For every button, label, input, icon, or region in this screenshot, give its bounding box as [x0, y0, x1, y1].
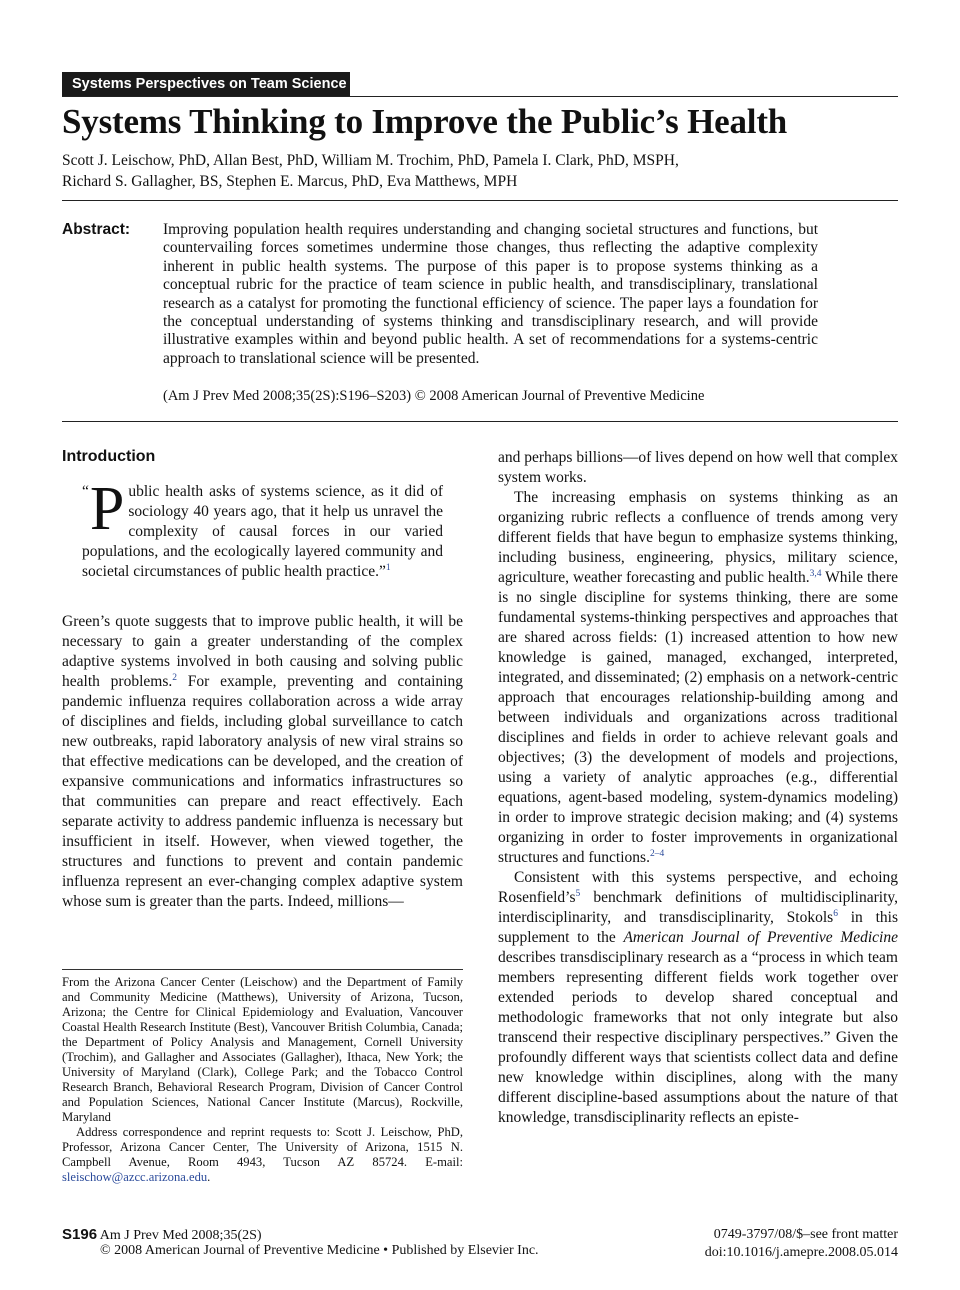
intro-paragraph: Green’s quote suggests that to improve public health, it will be necessary to gain a greater understanding of the complex adaptive systems involved in both causing and solving public health problems. [62, 613, 463, 690]
page-number: S196 [62, 1226, 98, 1243]
footer-issn: 0749-3797/08/$–see front matter [713, 1227, 898, 1242]
paragraph-systems: The increasing emphasis on systems thinking as an organizing rubric reflects a confluence of trends among very different fields that have begun to emphasize systems thinking, including business, engineering, physics, military science, agriculture, weather forecasting and public health. [498, 489, 898, 586]
footer-right [705, 1226, 898, 1262]
left-column [62, 612, 463, 912]
ref-link[interactable]: 3,4 [809, 568, 822, 579]
ref-link[interactable]: 6 [833, 908, 838, 919]
abstract-bottom-rule [62, 421, 898, 422]
authors-line-1: Scott J. Leischow, PhD, Allan Best, PhD, William M. Trochim, PhD, Pamela I. Clark, PhD, MSPH, [62, 152, 679, 169]
ref-link[interactable]: 5 [575, 888, 581, 899]
opening-quote [82, 475, 443, 582]
footnote-rule [62, 969, 463, 970]
section-heading-introduction: Introduction [62, 448, 156, 465]
abstract-citation: (Am J Prev Med 2008;35(2S):S196–S203) © 2008 American Journal of Preventive Medicine [163, 388, 705, 404]
right-column [498, 448, 898, 1128]
email-link[interactable]: sleischow@azcc.arizona.edu [62, 1170, 208, 1184]
quote-text: ublic health asks of systems science, as it did of sociology 40 years ago, that it help us unravel the complexity of causal forces in our varied populations, and the ecologically layered community and societal circumstances of public health practice.” [82, 483, 443, 580]
ref-link[interactable]: 2–4 [649, 848, 665, 859]
paragraph-transdisciplinary: Consistent with this systems perspective, and echoing Rosenfield’s [498, 869, 898, 906]
ref-link[interactable]: 1 [385, 562, 391, 573]
abstract-top-rule [62, 200, 898, 201]
quote-open-mark: “ [82, 483, 89, 500]
journal-name: American Journal of Preventive Medicine [623, 929, 898, 946]
abstract-text: Improving population health requires understanding and changing societal structures and functions, but countervailing forces sometimes undermine those changes, thus reflecting the adaptive complexity inherent in public health systems. The purpose of this paper is to propose systems thinking as a conceptual rubric for the practice of team science in public health, and transdisciplinary, translational research as a catalyst for promoting the functional efficiency of science. The paper lays a foundation for the conceptual understanding of systems thinking and transdisciplinary research, and will provide illustrative examples within and beyond public health. A set of recommendations for a systems-centric approach to translational science will be presented. [163, 221, 818, 367]
ref-link[interactable]: 2 [172, 672, 177, 683]
footer-copyright: © 2008 American Journal of Preventive Medicine • Published by Elsevier Inc. [100, 1243, 539, 1258]
abstract-label: Abstract: [62, 221, 131, 238]
footer-journal: Am J Prev Med 2008;35(2S) [99, 1228, 262, 1243]
affiliations: From the Arizona Cancer Center (Leischow) and the Department of Family and Community Medicine (Matthews), University of Arizona, Tucson, Arizona; the Centre for Clinical Epidemiology and Evaluation, Vancouver Coastal Health Research Institute (Best), Vancouver British Columbia, Canada; the Department of Policy Analysis and Management, Cornell University (Trochim), and Gallagher and Associates (Gallagher), Ithaca, New York; the University of Maryland (Clark), College Park; and the Tobacco Control Research Branch, Behavioral Research Program, Division of Cancer Control and Population Sciences, National Cancer Institute (Marcus), Rockville, Maryland [62, 975, 463, 1124]
correspondence-end: . [207, 1170, 211, 1184]
article-title: Systems Thinking to Improve the Public’s Health [62, 102, 788, 141]
intro-paragraph-cont: For example, preventing and containing pandemic influenza requires collaboration across a wide array of disciplines and fields, including global surveillance to catch new outbreaks, rapid laboratory analysis of new viral strains so that effective medications can be developed, and the creation of expansive communications and informatics infrastructures so that communities can prepare and react effectively. Each separate activity to address pandemic influenza is necessary but insufficient in itself. However, when viewed together, the structures and functions to prevent and contain pandemic influenza represent an ever-changing complex adaptive system whose sum is greater than the parts. Indeed, millions— [62, 673, 463, 910]
drop-cap: P [89, 475, 125, 543]
paragraph-systems-cont: While there is no single discipline for systems thinking, there are some fundamental systems-thinking perspectives and approaches that are shared across fields: (1) increased attention to how new knowledge is gained, managed, exchanged, interpreted, integrated, and disseminated; (2) emphasis on a network-centric approach that encourages relationship-building among and between individuals and organizations across traditional disciplines and fields in order to achieve relevant goals and objectives; (3) the development of models and projections, using a variety of analytic approaches (e.g., differential equations, agent-based modeling, system-dynamics modeling) in order to improve strategic decision making; and (4) systems organizing in order to foster improvements in organizational structures and functions. [498, 569, 898, 866]
paragraph-continued: and perhaps billions—of lives depend on how well that complex system works. [498, 449, 898, 486]
authors-line-2: Richard S. Gallagher, BS, Stephen E. Marcus, PhD, Eva Matthews, MPH [62, 173, 518, 190]
paragraph-transdisciplinary-d: describes transdisciplinary research as a “process in which team members representing different fields work together over extended periods to develop shared conceptual and methodologic frameworks that not only integrate but also transcend their respective disciplinary perspectives.” Given the profoundly different ways that scientists collect data and define new knowledge within disciplines, along with the many different discipline-based assumptions about the nature of that knowledge, transdisciplinarity reflects an episte- [498, 949, 898, 1126]
section-band: Systems Perspectives on Team Science [62, 72, 350, 96]
header-rule [62, 96, 898, 97]
footer-doi: doi:10.1016/j.amepre.2008.05.014 [704, 1245, 898, 1260]
paragraph-transdisciplinary-c: in this supplement to the [498, 909, 899, 946]
author-list [62, 150, 822, 192]
footnote [62, 975, 463, 1185]
paragraph-transdisciplinary-b: benchmark definitions of multidisciplinarity, interdisciplinarity, and transdisciplinarity, Stokols [498, 889, 898, 926]
correspondence: Address correspondence and reprint requests to: Scott J. Leischow, PhD, Professor, Arizona Cancer Center, The University of Arizona, 1515 N. Campbell Avenue, Room 4943, Tucson AZ 85724. E-mail: [62, 1125, 463, 1169]
